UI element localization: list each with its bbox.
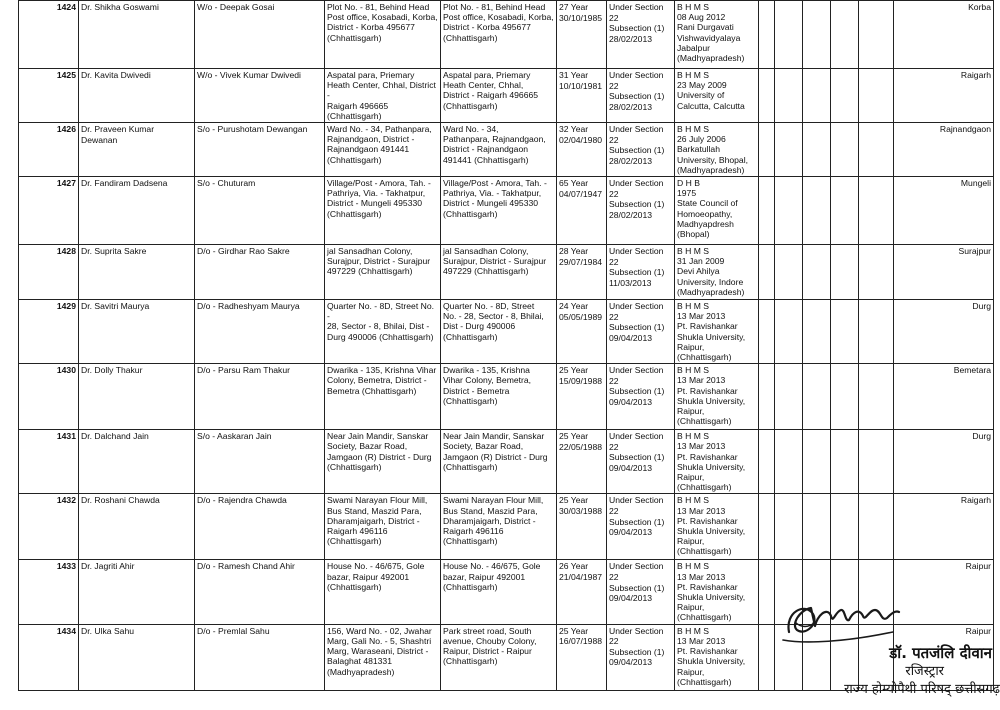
serial-number: 1432	[19, 494, 79, 560]
permanent-address: jal Sansadhan Colony, Surajpur, District - Surajpur 497229 (Chhattisgarh)	[325, 245, 441, 300]
blank-cell	[803, 494, 831, 560]
qualification: B H M S 13 Mar 2013 Pt. Ravishankar Shukla University, Raipur, (Chhattisgarh)	[675, 430, 759, 494]
relation: S/o - Purushotam Dewangan	[195, 123, 325, 177]
age-dob: 25 Year 15/09/1988	[557, 364, 607, 430]
permanent-address: Quarter No. - 8D, Street No. - 28, Sector - 8, Bhilai, Dist - Durg 490006 (Chhattisgarh)	[325, 300, 441, 364]
blank-cell	[831, 69, 859, 123]
blank-cell	[831, 177, 859, 245]
relation: S/o - Aaskaran Jain	[195, 430, 325, 494]
blank-cell	[775, 177, 803, 245]
table-row	[19, 177, 994, 245]
blank-cell	[831, 494, 859, 560]
relation: D/o - Ramesh Chand Ahir	[195, 560, 325, 624]
blank-cell	[831, 245, 859, 300]
registration-section: Under Section 22 Subsection (1) 28/02/2013	[607, 1, 675, 69]
blank-cell	[859, 430, 894, 494]
blank-cell	[831, 430, 859, 494]
blank-cell	[759, 69, 775, 123]
relation: W/o - Deepak Gosai	[195, 1, 325, 69]
table-row	[19, 245, 994, 300]
permanent-address: Dwarika - 135, Krishna Vihar Colony, Bemetra, District - Bemetra (Chhattisgarh)	[325, 364, 441, 430]
district: Raigarh	[894, 494, 994, 560]
blank-cell	[775, 69, 803, 123]
blank-cell	[859, 245, 894, 300]
district: Raipur	[894, 624, 994, 690]
present-address: Aspatal para, Priemary Heath Center, Chhal, District - Raigarh 496665 (Chhattisgarh)	[441, 69, 557, 123]
permanent-address: House No. - 46/675, Gole bazar, Raipur 492001 (Chhattisgarh)	[325, 560, 441, 624]
blank-cell	[759, 494, 775, 560]
serial-number: 1425	[19, 69, 79, 123]
serial-number: 1426	[19, 123, 79, 177]
blank-cell	[775, 364, 803, 430]
register-table	[18, 0, 994, 691]
practitioner-name: Dr. Praveen Kumar Dewanan	[79, 123, 195, 177]
present-address: Swami Narayan Flour Mill, Bus Stand, Maszid Para, Dharamjaigarh, District - Raigarh 496116 (Chhattisgarh)	[441, 494, 557, 560]
table-row	[19, 300, 994, 364]
practitioner-name: Dr. Suprita Sakre	[79, 245, 195, 300]
serial-number: 1429	[19, 300, 79, 364]
blank-cell	[803, 177, 831, 245]
registration-section: Under Section 22 Subsection (1) 09/04/2013	[607, 494, 675, 560]
qualification: B H M S 13 Mar 2013 Pt. Ravishankar Shukla University, Raipur, (Chhattisgarh)	[675, 300, 759, 364]
blank-cell	[831, 300, 859, 364]
permanent-address: 156, Ward No. - 02, Jwahar Marg, Gali No. - 5, Shashtri Marg, Waraseani, District - Balaghat 481331 (Madhyapradesh)	[325, 624, 441, 690]
present-address: Ward No. - 34, Pathanpara, Rajnandgaon, District - Rajnandgaon 491441 (Chhattisgarh)	[441, 123, 557, 177]
qualification: B H M S 31 Jan 2009 Devi Ahilya University, Indore (Madhyapradesh)	[675, 245, 759, 300]
blank-cell	[859, 494, 894, 560]
practitioner-name: Dr. Dolly Thakur	[79, 364, 195, 430]
qualification: B H M S 13 Mar 2013 Pt. Ravishankar Shukla University, Raipur, (Chhattisgarh)	[675, 364, 759, 430]
district: Mungeli	[894, 177, 994, 245]
permanent-address: Near Jain Mandir, Sanskar Society, Bazar Road, Jamgaon (R) District - Durg (Chhattisgarh)	[325, 430, 441, 494]
relation: D/o - Parsu Ram Thakur	[195, 364, 325, 430]
qualification: B H M S 26 July 2006 Barkatullah University, Bhopal, (Madhyapradesh)	[675, 123, 759, 177]
table-row	[19, 430, 994, 494]
district: Raipur	[894, 560, 994, 624]
relation: D/o - Rajendra Chawda	[195, 494, 325, 560]
practitioner-name: Dr. Savitri Maurya	[79, 300, 195, 364]
blank-cell	[859, 123, 894, 177]
blank-cell	[775, 245, 803, 300]
qualification: B H M S 13 Mar 2013 Pt. Ravishankar Shukla University, Raipur, (Chhattisgarh)	[675, 624, 759, 690]
blank-cell	[759, 300, 775, 364]
practitioner-name: Dr. Ulka Sahu	[79, 624, 195, 690]
serial-number: 1424	[19, 1, 79, 69]
age-dob: 25 Year 30/03/1988	[557, 494, 607, 560]
present-address: Dwarika - 135, Krishna Vihar Colony, Bemetra, District - Bemetra (Chhattisgarh)	[441, 364, 557, 430]
registration-section: Under Section 22 Subsection (1) 09/04/2013	[607, 624, 675, 690]
blank-cell	[803, 245, 831, 300]
blank-cell	[759, 364, 775, 430]
registration-section: Under Section 22 Subsection (1) 28/02/2013	[607, 123, 675, 177]
permanent-address: Aspatal para, Priemary Heath Center, Chhal, District - Raigarh 496665 (Chhattisgarh)	[325, 69, 441, 123]
blank-cell	[831, 123, 859, 177]
table-row	[19, 69, 994, 123]
serial-number: 1433	[19, 560, 79, 624]
district: Durg	[894, 430, 994, 494]
relation: D/o - Radheshyam Maurya	[195, 300, 325, 364]
blank-cell	[831, 1, 859, 69]
blank-cell	[859, 364, 894, 430]
blank-cell	[775, 1, 803, 69]
qualification: B H M S 13 Mar 2013 Pt. Ravishankar Shukla University, Raipur, (Chhattisgarh)	[675, 494, 759, 560]
age-dob: 32 Year 02/04/1980	[557, 123, 607, 177]
blank-cell	[759, 1, 775, 69]
practitioner-name: Dr. Kavita Dwivedi	[79, 69, 195, 123]
blank-cell	[803, 123, 831, 177]
practitioner-name: Dr. Dalchand Jain	[79, 430, 195, 494]
registration-section: Under Section 22 Subsection (1) 09/04/2013	[607, 364, 675, 430]
table-row	[19, 494, 994, 560]
relation: S/o - Chuturam	[195, 177, 325, 245]
blank-cell	[859, 300, 894, 364]
blank-cell	[859, 177, 894, 245]
permanent-address: Village/Post - Amora, Tah. - Pathriya, Via. - Takhatpur, District - Mungeli 495330 (Chhattisgarh)	[325, 177, 441, 245]
blank-cell	[759, 177, 775, 245]
blank-cell	[775, 300, 803, 364]
blank-cell	[831, 364, 859, 430]
practitioner-name: Dr. Roshani Chawda	[79, 494, 195, 560]
blank-cell	[803, 1, 831, 69]
age-dob: 31 Year 10/10/1981	[557, 69, 607, 123]
registration-section: Under Section 22 Subsection (1) 28/02/2013	[607, 69, 675, 123]
district: Surajpur	[894, 245, 994, 300]
blank-cell	[803, 300, 831, 364]
blank-cell	[859, 69, 894, 123]
practitioner-name: Dr. Jagriti Ahir	[79, 560, 195, 624]
serial-number: 1434	[19, 624, 79, 690]
age-dob: 25 Year 16/07/1988	[557, 624, 607, 690]
age-dob: 28 Year 29/07/1984	[557, 245, 607, 300]
qualification: B H M S 23 May 2009 University of Calcutta, Calcutta	[675, 69, 759, 123]
registration-section: Under Section 22 Subsection (1) 09/04/2013	[607, 560, 675, 624]
district: Korba	[894, 1, 994, 69]
present-address: jal Sansadhan Colony, Surajpur, District - Surajpur 497229 (Chhattisgarh)	[441, 245, 557, 300]
blank-cell	[759, 245, 775, 300]
permanent-address: Ward No. - 34, Pathanpara, Rajnandgaon, District - Rajnandgaon 491441 (Chhattisgarh)	[325, 123, 441, 177]
practitioner-name: Dr. Shikha Goswami	[79, 1, 195, 69]
qualification: D H B 1975 State Council of Homoeopathy, Madhyapdresh (Bhopal)	[675, 177, 759, 245]
qualification: B H M S 13 Mar 2013 Pt. Ravishankar Shukla University, Raipur, (Chhattisgarh)	[675, 560, 759, 624]
present-address: Village/Post - Amora, Tah. - Pathriya, Via. - Takhatpur, District - Mungeli 495330 (Chhattisgarh)	[441, 177, 557, 245]
blank-cell	[803, 430, 831, 494]
registration-section: Under Section 22 Subsection (1) 09/04/2013	[607, 300, 675, 364]
present-address: Quarter No. - 8D, Street No. - 28, Sector - 8, Bhilai, Dist - Durg 490006 (Chhattisgarh)	[441, 300, 557, 364]
registrar-title: रजिस्ट्रार	[905, 664, 944, 679]
permanent-address: Swami Narayan Flour Mill, Bus Stand, Maszid Para, Dharamjaigarh, District - Raigarh 496116 (Chhattisgarh)	[325, 494, 441, 560]
present-address: House No. - 46/675, Gole bazar, Raipur 492001 (Chhattisgarh)	[441, 560, 557, 624]
age-dob: 25 Year 22/05/1988	[557, 430, 607, 494]
qualification: B H M S 08 Aug 2012 Rani Durgavati Vishwavidyalaya Jabalpur (Madhyapradesh)	[675, 1, 759, 69]
practitioner-name: Dr. Fandiram Dadsena	[79, 177, 195, 245]
table-row	[19, 364, 994, 430]
registration-section: Under Section 22 Subsection (1) 11/03/2013	[607, 245, 675, 300]
serial-number: 1431	[19, 430, 79, 494]
blank-cell	[775, 494, 803, 560]
blank-cell	[759, 123, 775, 177]
present-address: Near Jain Mandir, Sanskar Society, Bazar Road, Jamgaon (R) District - Durg (Chhattisgarh)	[441, 430, 557, 494]
blank-cell	[775, 430, 803, 494]
present-address: Plot No. - 81, Behind Head Post office, Kosabadi, Korba, District - Korba 495677 (Chhattisgarh)	[441, 1, 557, 69]
blank-cell	[775, 123, 803, 177]
table-row	[19, 1, 994, 69]
registrar-signature-block	[760, 592, 1000, 710]
serial-number: 1428	[19, 245, 79, 300]
registration-section: Under Section 22 Subsection (1) 09/04/2013	[607, 430, 675, 494]
blank-cell	[803, 364, 831, 430]
registration-section: Under Section 22 Subsection (1) 28/02/2013	[607, 177, 675, 245]
age-dob: 24 Year 05/05/1989	[557, 300, 607, 364]
district: Raigarh	[894, 69, 994, 123]
relation: D/o - Premlal Sahu	[195, 624, 325, 690]
handwritten-signature	[775, 592, 905, 650]
relation: D/o - Girdhar Rao Sakre	[195, 245, 325, 300]
blank-cell	[803, 69, 831, 123]
district: Rajnandgaon	[894, 123, 994, 177]
age-dob: 26 Year 21/04/1987	[557, 560, 607, 624]
serial-number: 1427	[19, 177, 79, 245]
blank-cell	[759, 430, 775, 494]
relation: W/o - Vivek Kumar Dwivedi	[195, 69, 325, 123]
age-dob: 27 Year 30/10/1985	[557, 1, 607, 69]
table-row	[19, 123, 994, 177]
blank-cell	[859, 1, 894, 69]
council-name: राज्य होम्योपैथी परिषद् छत्तीसगढ़	[844, 682, 1000, 697]
age-dob: 65 Year 04/07/1947	[557, 177, 607, 245]
registrar-name: डॉ. पतजंलि दीवान	[889, 644, 992, 662]
district: Bemetara	[894, 364, 994, 430]
serial-number: 1430	[19, 364, 79, 430]
present-address: Park street road, South avenue, Chouby Colony, Raipur, District - Raipur (Chhattisgarh)	[441, 624, 557, 690]
permanent-address: Plot No. - 81, Behind Head Post office, Kosabadi, Korba, District - Korba 495677 (Chhattisgarh)	[325, 1, 441, 69]
district: Durg	[894, 300, 994, 364]
